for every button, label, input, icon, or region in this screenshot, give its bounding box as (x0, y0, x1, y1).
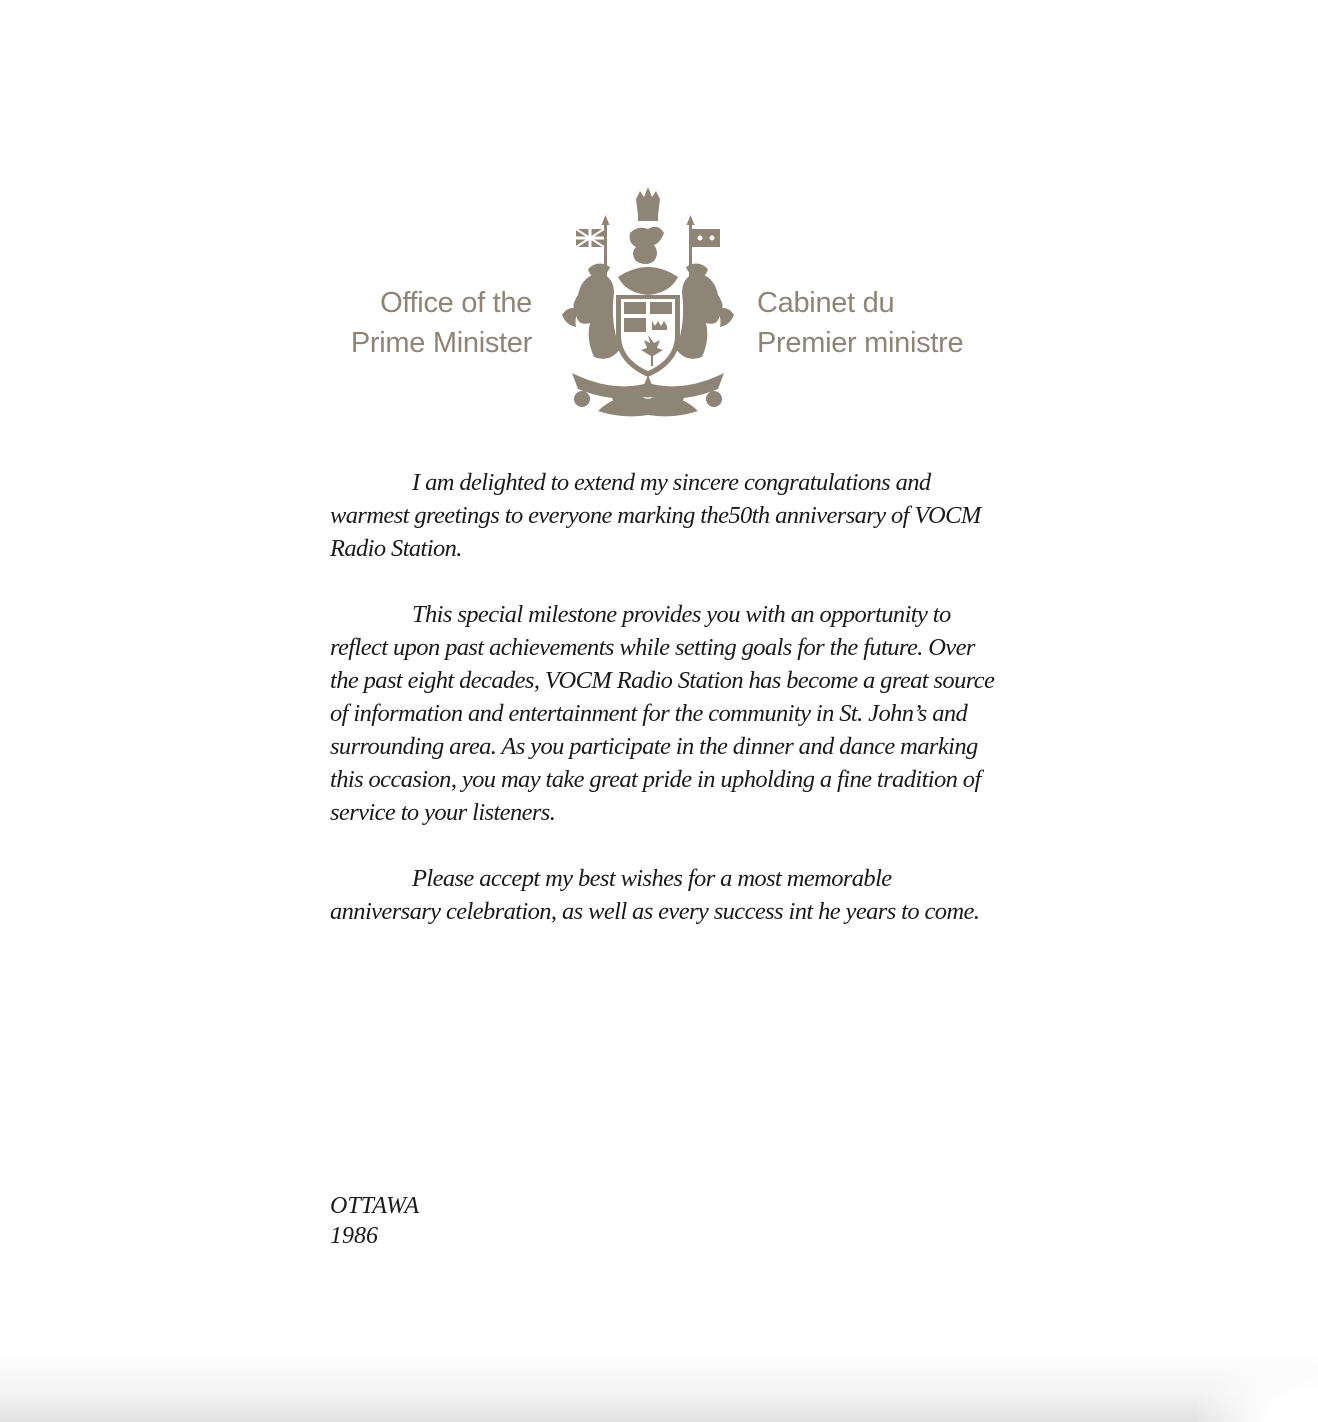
office-name-english-line1: Office of the (380, 287, 532, 319)
letter-paragraph: This special milestone provides you with an opportunity to reflect upon past achievements while setting goals for the future. Over the past eight decades, VOCM Radio Station has become a great source of information and entertainment for the community in St. John’s and surrounding area. As you participate in the dinner and dance marking this occasion, you may take great pride in upholding a fine tradition of service to your listeners. (330, 601, 995, 826)
signoff-place: OTTAWA (330, 1193, 419, 1219)
letterhead (320, 185, 1000, 425)
letter-paragraph: Please accept my best wishes for a most memorable anniversary celebration, as well as every success int he years to come. (330, 865, 980, 925)
letter-body (330, 466, 1000, 961)
page-bottom-shadow (0, 1352, 1318, 1422)
office-name-english (351, 283, 532, 363)
office-name-french (757, 283, 963, 363)
page-corner-fade (1198, 1352, 1318, 1422)
office-name-french-line1: Cabinet du (757, 287, 895, 319)
signoff-year: 1986 (330, 1223, 378, 1249)
office-name-french-line2: Premier ministre (757, 327, 964, 359)
signoff (330, 1191, 419, 1251)
coat-of-arms-icon (558, 185, 738, 421)
office-name-english-line2: Prime Minister (350, 327, 532, 359)
letter-paragraph: I am delighted to extend my sincere congratulations and warmest greetings to everyone marking the50th anniversary of VOCM Radio Station. (330, 469, 981, 562)
